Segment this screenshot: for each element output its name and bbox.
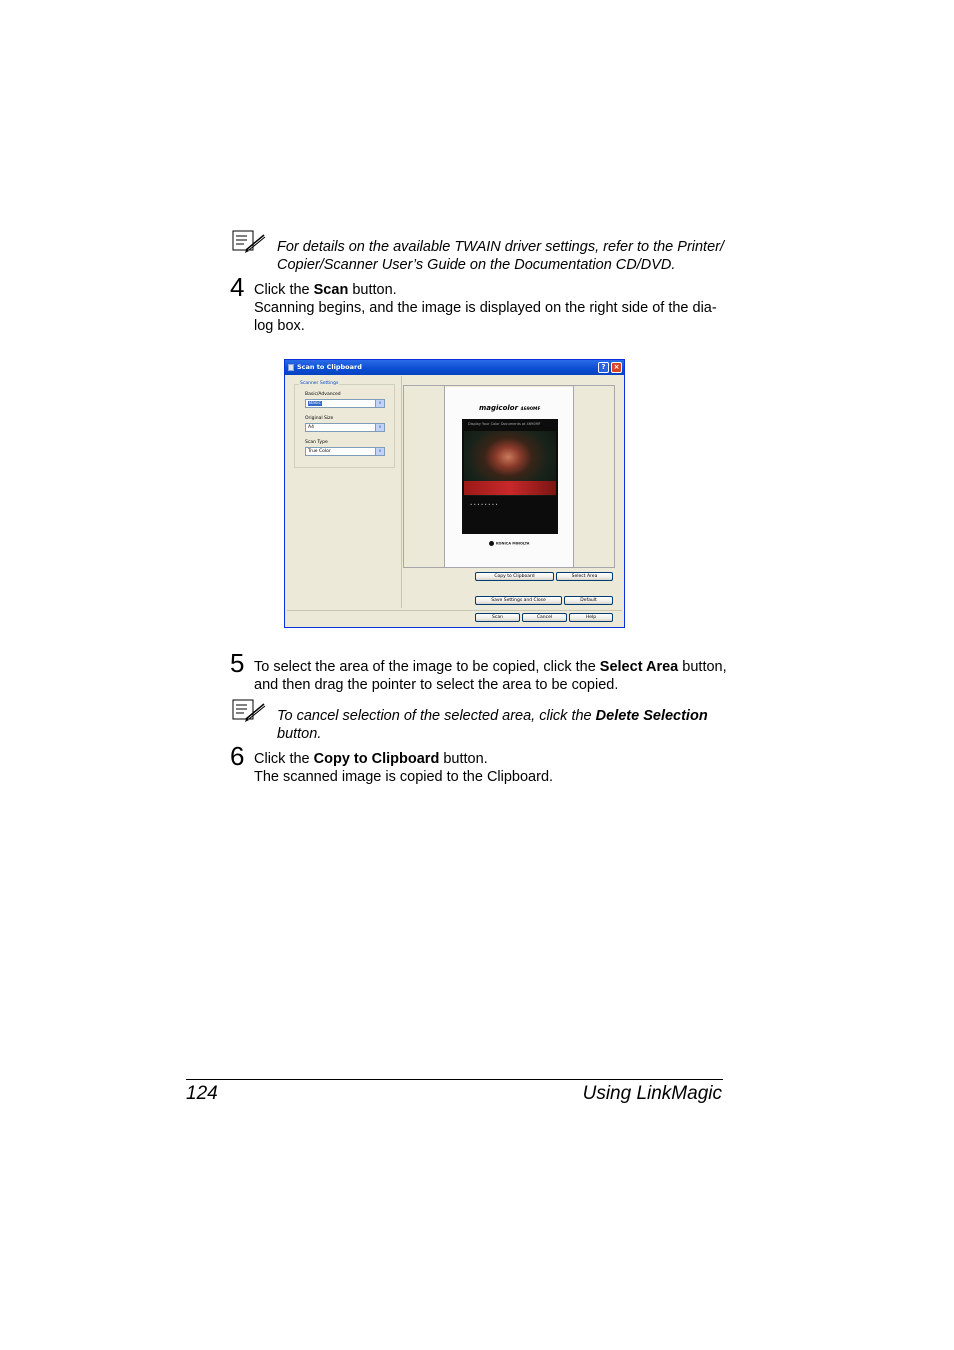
note-pencil-icon: [232, 699, 266, 723]
group-title: Scanner Settings: [300, 381, 339, 386]
default-button[interactable]: Default: [564, 596, 613, 605]
save-settings-and-close-button[interactable]: Save Settings and Close: [475, 596, 562, 605]
original-size-label: Original Size: [305, 416, 334, 421]
divider: [287, 610, 622, 611]
photo-bullets: • • • • • • • •: [470, 502, 498, 507]
preview-pane[interactable]: [403, 385, 615, 568]
step-line: Scanning begins, and the image is displayed on the right side of the dia-: [254, 300, 717, 316]
text: button,: [678, 659, 727, 675]
note-line: [277, 707, 737, 725]
help-icon[interactable]: ?: [598, 362, 609, 373]
text: To select the area of the image to be copied, click the: [254, 659, 600, 675]
note-line: Copier/Scanner User’s Guide on the Documentation CD/DVD.: [277, 257, 676, 273]
text: Click the: [254, 282, 314, 298]
note-line: button.: [277, 726, 322, 742]
step-number: 4: [230, 272, 245, 302]
note-text: [277, 238, 737, 274]
step-text: [254, 750, 734, 786]
scanned-page: [445, 387, 573, 567]
scanned-photo: [462, 419, 558, 534]
scan-type-label: Scan Type: [305, 440, 328, 445]
chevron-down-icon[interactable]: ∨: [375, 424, 384, 431]
bold-term: Select Area: [599, 659, 679, 675]
text: Click the: [254, 751, 314, 767]
text: button.: [348, 282, 397, 298]
preview-margin: [404, 386, 445, 567]
note-line: For details on the available TWAIN driver settings, refer to the Printer/: [277, 239, 725, 255]
brand-logo: [479, 404, 541, 412]
bold-term: Scan: [313, 282, 349, 298]
copy-to-clipboard-button[interactable]: Copy to Clipboard: [475, 572, 554, 581]
scan-type-select[interactable]: [305, 447, 385, 456]
step-line: log box.: [254, 318, 305, 334]
step-line: and then drag the pointer to select the area to be copied.: [254, 677, 619, 693]
step-number: 5: [230, 648, 245, 678]
step-line: [254, 658, 734, 676]
step-text: [254, 658, 734, 694]
scanner-settings-group: [294, 381, 395, 468]
note-text: [277, 707, 737, 743]
step-text: [254, 281, 734, 335]
brand-name: magicolor: [479, 404, 519, 412]
bold-term: Copy to Clipboard: [313, 751, 440, 767]
chevron-down-icon[interactable]: ∨: [375, 448, 384, 455]
dialog-titlebar: [285, 360, 624, 375]
select-area-button[interactable]: Select Area: [556, 572, 613, 581]
divider: [401, 376, 402, 608]
page-number: 124: [186, 1083, 218, 1104]
step-line: [254, 750, 734, 768]
section-title: Using LinkMagic: [582, 1083, 722, 1104]
text: To cancel selection of the selected area, click the: [277, 708, 596, 724]
help-button[interactable]: Help: [569, 613, 613, 622]
step-line: [254, 281, 734, 299]
text: button.: [439, 751, 488, 767]
close-icon[interactable]: ×: [611, 362, 622, 373]
model-name: 4690MF: [520, 407, 541, 412]
scan-to-clipboard-dialog: [284, 359, 625, 628]
photo-heading: Display Your Color Documents at 4690MF: [468, 422, 541, 426]
scan-button[interactable]: Scan: [475, 613, 520, 622]
photo-band: [464, 481, 556, 495]
select-value: A4: [308, 425, 314, 430]
preview-margin: [573, 386, 615, 567]
select-value: Basic: [309, 401, 321, 406]
original-size-select[interactable]: [305, 423, 385, 432]
konica-minolta-logo: KONICA MINOLTA: [489, 541, 529, 546]
step-number: 6: [230, 741, 245, 771]
footer-rule: [186, 1079, 723, 1080]
step-line: The scanned image is copied to the Clipboard.: [254, 769, 554, 785]
dialog-title: Scan to Clipboard: [297, 363, 362, 371]
window-icon: [288, 364, 294, 371]
basic-advanced-select[interactable]: [305, 399, 385, 408]
chevron-down-icon[interactable]: ∨: [375, 400, 384, 407]
note-pencil-icon: [232, 230, 266, 254]
select-value: True Color: [308, 449, 331, 454]
basic-advanced-label: Basic/Advanced: [305, 392, 341, 397]
cancel-button[interactable]: Cancel: [522, 613, 567, 622]
bold-term: Delete Selection: [595, 708, 708, 724]
